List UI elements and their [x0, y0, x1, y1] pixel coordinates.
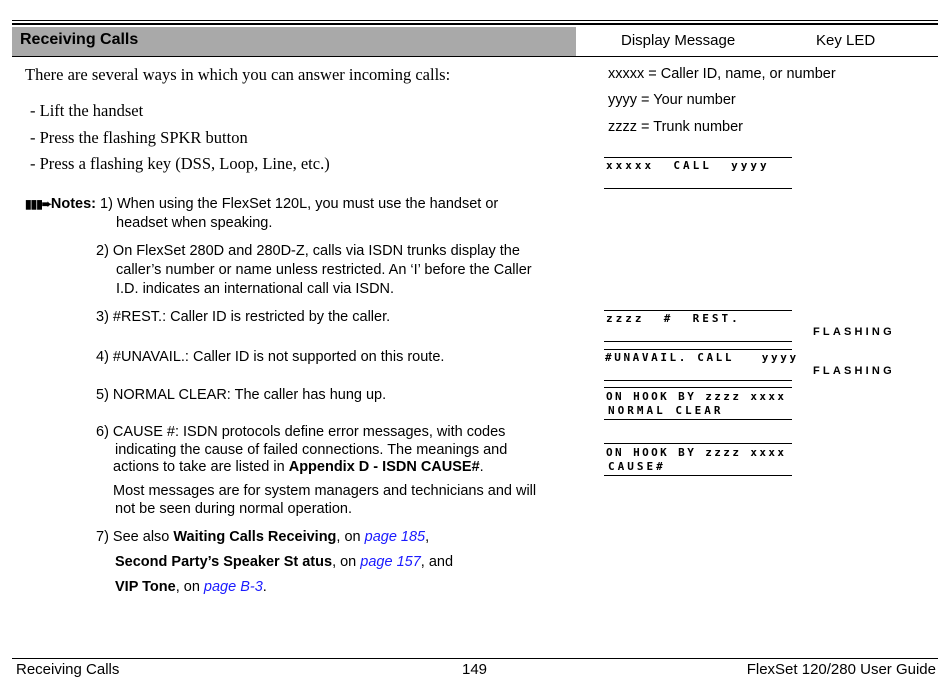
- answer-option-spkr: - Press the flashing SPKR button: [30, 128, 248, 147]
- page-185-link[interactable]: page 185: [364, 529, 426, 545]
- key-led-flashing-2: FLASHING: [813, 365, 895, 377]
- appendix-d-reference: Appendix D - ISDN CAUSE#: [288, 459, 480, 475]
- display-2-bottom-rule: [604, 341, 792, 342]
- note-2-line-2: caller’s number or name unless restricted. An ‘I’ before the Caller: [116, 262, 532, 278]
- header-bottom-rule: [12, 56, 938, 57]
- top-rule-thin: [12, 20, 938, 21]
- display-3-top-rule: [604, 349, 792, 350]
- note-6-line-1: 6) CAUSE #: ISDN protocols define error messages, with codes: [96, 424, 506, 440]
- note-4: 4) #UNAVAIL.: Caller ID is not supported on this route.: [96, 349, 445, 365]
- note-7-line-3: VIP Tone, on page B-3.: [115, 579, 267, 595]
- note-2-line-3: I.D. indicates an international call via ISDN.: [116, 281, 395, 297]
- footer-rule: [12, 658, 938, 659]
- legend-trunk-number: zzzz = Trunk number: [608, 119, 743, 135]
- note-7-line-2: Second Party’s Speaker St atus, on page 157, and: [115, 554, 454, 570]
- note-1-line-2: headset when speaking.: [116, 215, 273, 231]
- key-led-flashing-1: FLASHING: [813, 326, 895, 338]
- note-7-line-1: 7) See also Waiting Calls Receiving, on page 185,: [96, 529, 430, 545]
- page-157-link[interactable]: page 157: [360, 554, 421, 570]
- display-unavail: #UNAVAIL. CALL yyyy: [605, 351, 799, 364]
- footer-section-title: Receiving Calls: [16, 661, 120, 678]
- answer-option-handset: - Lift the handset: [30, 101, 144, 120]
- answer-option-key: - Press a flashing key (DSS, Loop, Line, etc.): [30, 154, 330, 173]
- display-rest: zzzz # REST.: [606, 312, 741, 325]
- page-b3-link[interactable]: page B-3: [203, 579, 263, 595]
- display-normal-clear-line-2: NORMAL CLEAR: [608, 404, 724, 417]
- display-5-bottom-rule: [604, 475, 792, 476]
- display-5-top-rule: [604, 443, 792, 444]
- footer-page-number: 149: [462, 661, 488, 678]
- note-1-line-1: ▮▮▮➨Notes: 1) When using the FlexSet 120L, you must use the handset or: [25, 196, 499, 212]
- footer-guide-title: FlexSet 120/280 User Guide: [746, 661, 936, 678]
- display-1-top-rule: [604, 157, 792, 158]
- note-5: 5) NORMAL CLEAR: The caller has hung up.: [96, 387, 387, 403]
- note-2-line-1: 2) On FlexSet 280D and 280D-Z, calls via ISDN trunks display the: [96, 243, 520, 259]
- note-3: 3) #REST.: Caller ID is restricted by the caller.: [96, 309, 391, 325]
- note-6-line-3: actions to take are listed in Appendix D - ISDN CAUSE#.: [113, 459, 484, 475]
- note-6-line-2: indicating the cause of failed connections. The meanings and: [115, 442, 508, 458]
- notes-label: Notes:: [50, 196, 96, 212]
- display-2-top-rule: [604, 310, 792, 311]
- display-message-column-header: Display Message: [621, 32, 736, 49]
- section-title: Receiving Calls: [20, 31, 139, 48]
- intro-text: There are several ways in which you can answer incoming calls:: [25, 65, 451, 84]
- display-4-bottom-rule: [604, 419, 792, 420]
- display-cause-line-1: ON HOOK BY zzzz xxxx: [606, 446, 787, 459]
- key-led-column-header: Key LED: [816, 32, 876, 49]
- display-3-bottom-rule: [604, 380, 792, 381]
- display-4-top-rule: [604, 387, 792, 388]
- display-1-bottom-rule: [604, 188, 792, 189]
- notes-arrow-icon: ▮▮▮➨: [25, 197, 51, 211]
- display-incoming-call: xxxxx CALL yyyy: [606, 159, 770, 172]
- display-cause-line-2: CAUSE#: [608, 460, 666, 473]
- note-6-line-5: not be seen during normal operation.: [115, 501, 352, 517]
- legend-your-number: yyyy = Your number: [608, 92, 736, 108]
- top-rule-thick: [12, 23, 938, 25]
- note-6-line-4: Most messages are for system managers and technicians and will: [113, 483, 537, 499]
- display-normal-clear-line-1: ON HOOK BY zzzz xxxx: [606, 390, 787, 403]
- legend-caller-id: xxxxx = Caller ID, name, or number: [608, 66, 836, 82]
